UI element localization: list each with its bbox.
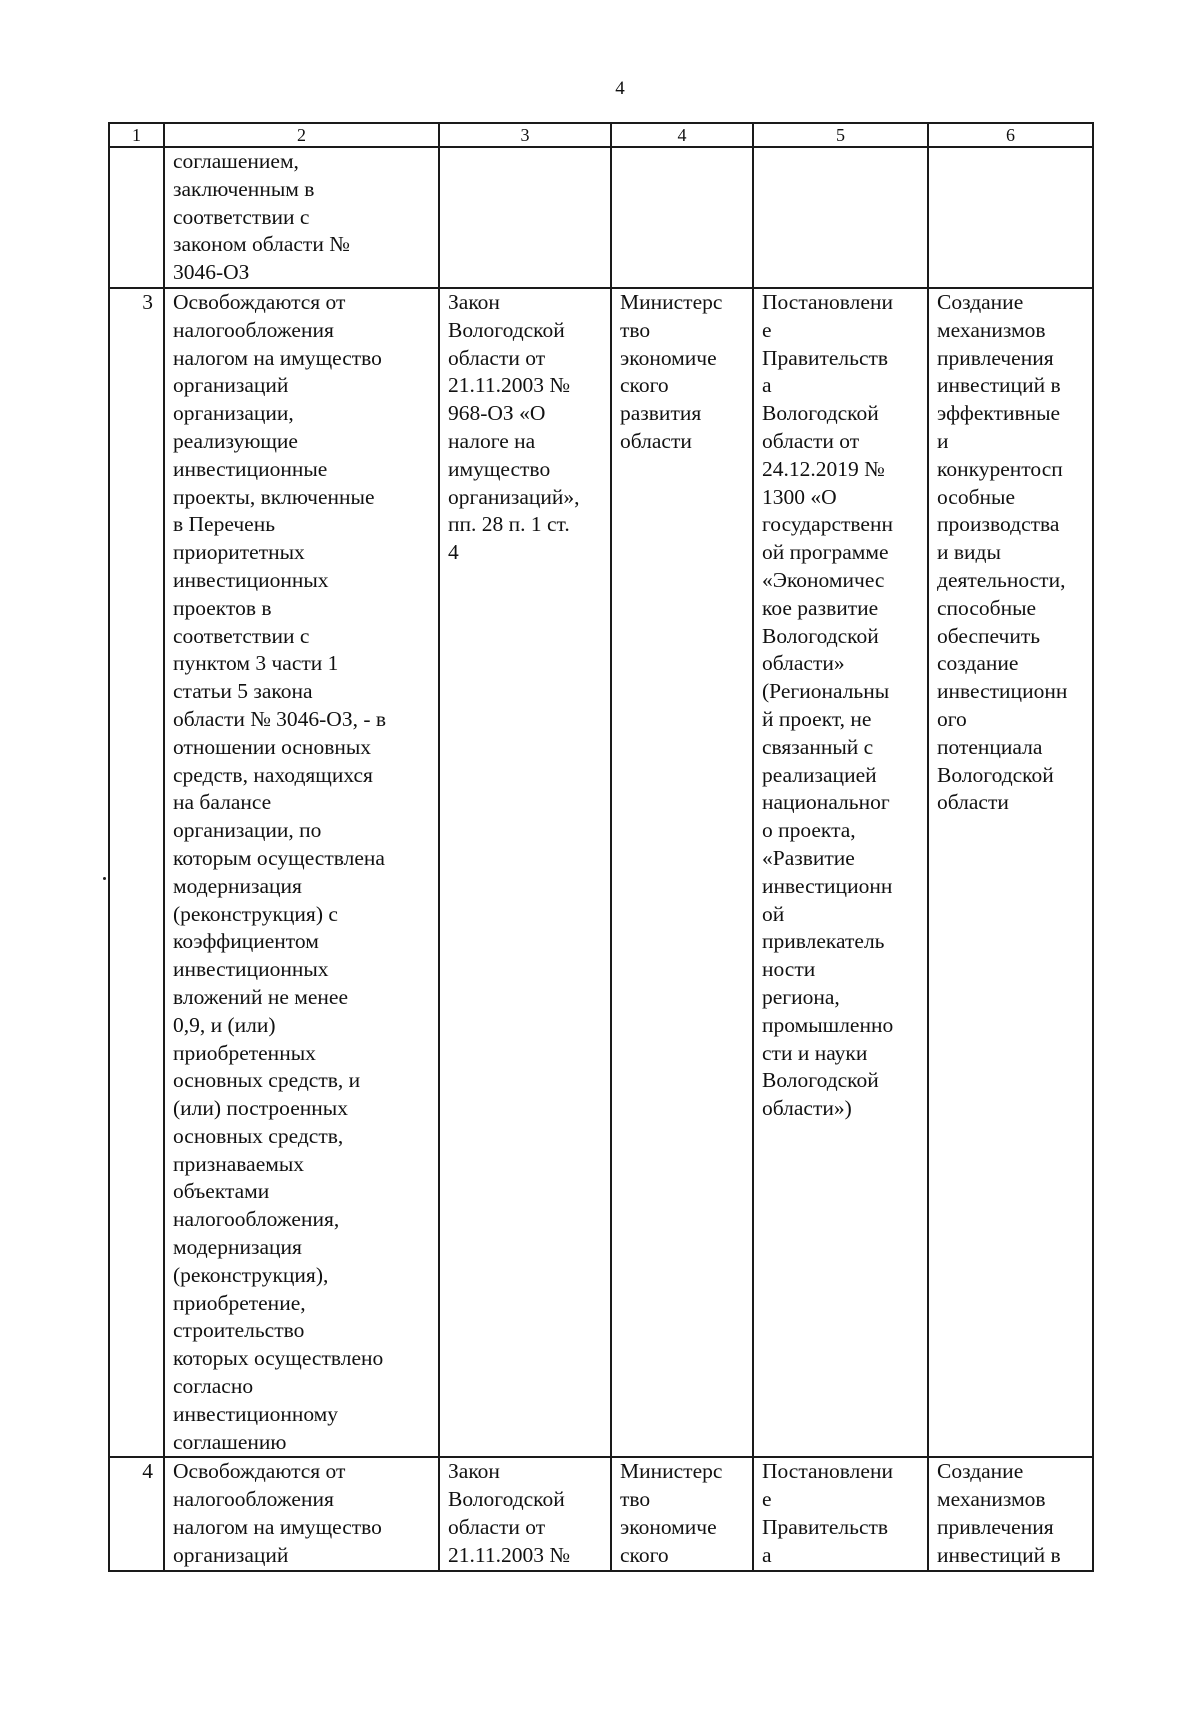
column-header-2: 2	[164, 123, 439, 147]
column-header-5: 5	[753, 123, 928, 147]
row-number-cell: 4	[109, 1457, 164, 1570]
document-table	[108, 122, 1094, 1572]
authority-cell	[611, 147, 753, 288]
table-row	[109, 288, 1093, 1457]
goal-cell: Создание механизмов привлечения инвестиций в эффективные и конкурентосп особные производства и виды деятельности, способные обеспечить создание инвестиционн ого потенциала Вологодской области	[928, 288, 1093, 1457]
description-cell: соглашением, заключенным в соответствии с законом области № 3046-ОЗ	[164, 147, 439, 288]
program-cell: Постановлени е Правительств а Вологодской области от 24.12.2019 № 1300 «О государственн ой программе «Экономичес кое развитие Вологодской области» (Региональны й проект, не связанный с реализацией национальног о проекта, «Развитие инвестиционн ой привлекатель ности региона, промышленно сти и науки Вологодской области»)	[753, 288, 928, 1457]
column-header-1: 1	[109, 123, 164, 147]
law-cell	[439, 147, 611, 288]
program-cell	[753, 147, 928, 288]
table-header-row	[109, 123, 1093, 147]
table-row	[109, 1457, 1093, 1570]
program-cell: Постановлени е Правительств а	[753, 1457, 928, 1570]
row-number-cell: 3	[109, 288, 164, 1457]
scan-dot-mark	[103, 877, 106, 880]
column-header-3: 3	[439, 123, 611, 147]
description-cell: Освобождаются от налогообложения налогом на имущество организаций	[164, 1457, 439, 1570]
page-number: 4	[615, 78, 625, 99]
goal-cell	[928, 147, 1093, 288]
table-row	[109, 147, 1093, 288]
column-header-6: 6	[928, 123, 1093, 147]
authority-cell: Министерс тво экономиче ского развития области	[611, 288, 753, 1457]
authority-cell: Министерс тво экономиче ского	[611, 1457, 753, 1570]
row-number-cell	[109, 147, 164, 288]
description-cell: Освобождаются от налогообложения налогом на имущество организаций организации, реализующие инвестиционные проекты, включенные в Перечень приоритетных инвестиционных проектов в соответствии с пунктом 3 части 1 статьи 5 закона области № 3046-ОЗ, - в отношении основных средств, находящихся на балансе организации, по которым осуществлена модернизация (реконструкция) с коэффициентом инвестиционных вложений не менее 0,9, и (или) приобретенных основных средств, и (или) построенных основных средств, признаваемых объектами налогообложения, модернизация (реконструкция), приобретение, строительство которых осуществлено согласно инвестиционному соглашению	[164, 288, 439, 1457]
law-cell: Закон Вологодской области от 21.11.2003 №	[439, 1457, 611, 1570]
goal-cell: Создание механизмов привлечения инвестиций в	[928, 1457, 1093, 1570]
column-header-4: 4	[611, 123, 753, 147]
law-cell: Закон Вологодской области от 21.11.2003 № 968-ОЗ «О налоге на имущество организаций», пп. 28 п. 1 ст. 4	[439, 288, 611, 1457]
